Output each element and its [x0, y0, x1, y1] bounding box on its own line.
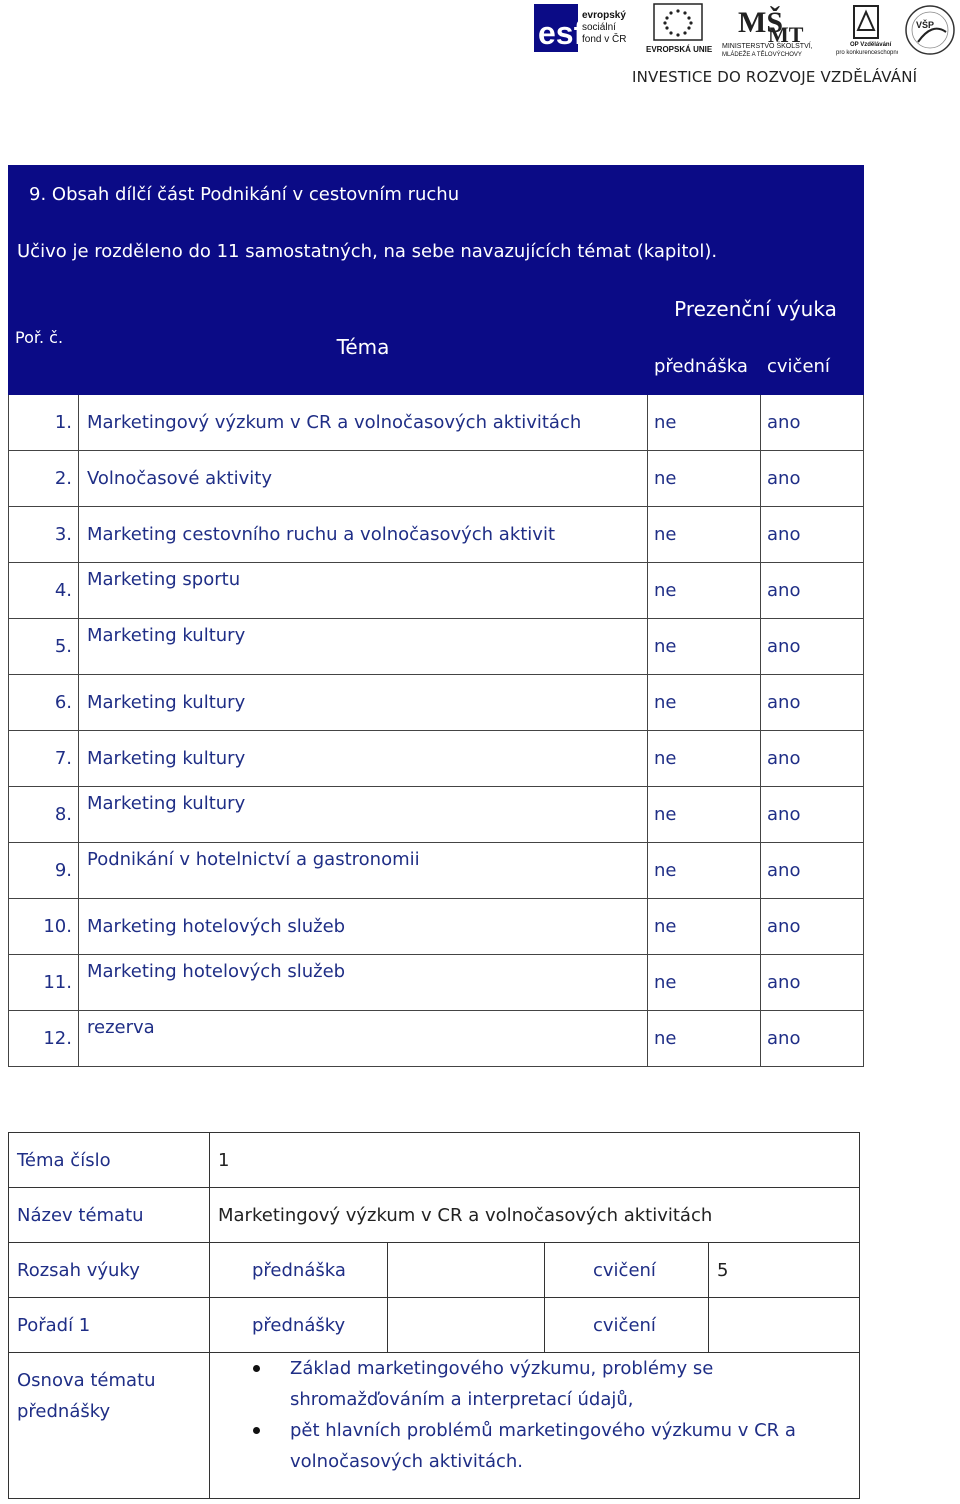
svg-text:esf: esf: [538, 15, 585, 51]
row-exercise: ano: [761, 451, 864, 507]
row-exercise: ano: [761, 955, 864, 1011]
col-header-exercise: cvičení: [761, 338, 864, 395]
op-logo: [834, 2, 898, 58]
row-number: 5.: [9, 619, 79, 675]
row-lecture: ne: [648, 1011, 761, 1067]
table-row: [9, 675, 864, 731]
svg-text:MLÁDEŽE A TĚLOVÝCHOVY: MLÁDEŽE A TĚLOVÝCHOVY: [722, 52, 802, 58]
svg-text:sociální: sociální: [582, 22, 616, 33]
row-number: 2.: [9, 451, 79, 507]
outline-list: [210, 1353, 859, 1477]
row-lecture: ne: [648, 675, 761, 731]
col-header-topic: Téma: [79, 281, 648, 395]
row-number: 11.: [9, 955, 79, 1011]
row-lecture: ne: [648, 619, 761, 675]
row-topic: Marketing hotelových služeb: [79, 955, 648, 1011]
row-exercise: ano: [761, 563, 864, 619]
topic-detail-table: [8, 1132, 860, 1499]
row-lecture: ne: [648, 507, 761, 563]
row-number: 7.: [9, 731, 79, 787]
row-exercise: ano: [761, 507, 864, 563]
intro-text: Učivo je rozděleno do 11 samostatných, na sebe navazujících témat (kapitol).: [9, 223, 864, 281]
topic-number-row: [9, 1133, 860, 1188]
row-number: 3.: [9, 507, 79, 563]
col-header-lecture: přednáška: [648, 338, 761, 395]
row-topic: Marketingový výzkum v CR a volnočasových aktivitách: [79, 395, 648, 451]
row-topic: Volnočasové aktivity: [79, 451, 648, 507]
table-row: [9, 563, 864, 619]
order-exercise-label: cvičení: [545, 1298, 709, 1353]
topic-name-row: [9, 1188, 860, 1243]
row-lecture: ne: [648, 563, 761, 619]
msmt-logo: [716, 2, 828, 58]
table-row: [9, 619, 864, 675]
svg-text:evropský: evropský: [582, 10, 626, 21]
table-row: [9, 451, 864, 507]
row-topic: Marketing sportu: [79, 563, 648, 619]
row-exercise: ano: [761, 899, 864, 955]
row-number: 8.: [9, 787, 79, 843]
row-topic: Marketing kultury: [79, 675, 648, 731]
order-lecture-label: přednášky: [210, 1298, 388, 1353]
svg-text:VŠP: VŠP: [916, 20, 935, 30]
section-title-row: [9, 166, 864, 223]
table-row: [9, 731, 864, 787]
svg-text:MT: MT: [768, 22, 804, 47]
header-row-1: [9, 281, 864, 338]
row-topic: Marketing kultury: [79, 787, 648, 843]
row-exercise: ano: [761, 843, 864, 899]
scope-row: [9, 1243, 860, 1298]
svg-text:OP Vzdělávání: OP Vzdělávání: [850, 42, 892, 48]
row-topic: Podnikání v hotelnictví a gastronomii: [79, 843, 648, 899]
scope-lecture-label: přednáška: [210, 1243, 388, 1298]
row-number: 4.: [9, 563, 79, 619]
table-row: [9, 843, 864, 899]
topic-number-label: Téma číslo: [9, 1133, 210, 1188]
col-header-num: Poř. č.: [9, 281, 79, 395]
table-row: [9, 955, 864, 1011]
row-exercise: ano: [761, 619, 864, 675]
intro-row: [9, 223, 864, 281]
row-exercise: ano: [761, 787, 864, 843]
svg-text:MŠ: MŠ: [738, 6, 783, 39]
row-exercise: ano: [761, 1011, 864, 1067]
eu-logo: [644, 2, 712, 54]
row-exercise: ano: [761, 675, 864, 731]
svg-text:fond v ČR: fond v ČR: [582, 34, 627, 45]
order-lecture-value: [388, 1298, 545, 1353]
table-row: [9, 1011, 864, 1067]
scope-label: Rozsah výuky: [9, 1243, 210, 1298]
outline-label: Osnova tématu přednášky: [9, 1353, 210, 1499]
row-topic: rezerva: [79, 1011, 648, 1067]
row-lecture: ne: [648, 395, 761, 451]
topic-number-value: 1: [210, 1133, 860, 1188]
outline-item: pět hlavních problémů marketingového výzkumu v CR a volnočasových aktivitách.: [290, 1415, 799, 1477]
table-row: [9, 507, 864, 563]
row-topic: Marketing kultury: [79, 619, 648, 675]
order-label: Pořadí 1: [9, 1298, 210, 1353]
row-topic: Marketing cestovního ruchu a volnočasových aktivit: [79, 507, 648, 563]
svg-text:EVROPSKÁ UNIE: EVROPSKÁ UNIE: [646, 45, 712, 54]
row-topic: Marketing kultury: [79, 731, 648, 787]
table-row: [9, 395, 864, 451]
row-lecture: ne: [648, 731, 761, 787]
row-exercise: ano: [761, 395, 864, 451]
outline-row: [9, 1353, 860, 1499]
col-header-group: Prezenční výuka: [648, 281, 864, 338]
svg-text:pro konkurenceschopnost: pro konkurenceschopnost: [836, 50, 898, 56]
scope-exercise-label: cvičení: [545, 1243, 709, 1298]
row-lecture: ne: [648, 955, 761, 1011]
investice-tagline: INVESTICE DO ROZVOJE VZDĚLÁVÁNÍ: [632, 68, 918, 86]
row-lecture: ne: [648, 899, 761, 955]
outline-item: Základ marketingového výzkumu, problémy se shromažďováním a interpretací údajů,: [290, 1353, 799, 1415]
order-row: [9, 1298, 860, 1353]
topic-name-value: Marketingový výzkum v CR a volnočasových aktivitách: [210, 1188, 860, 1243]
row-exercise: ano: [761, 731, 864, 787]
row-number: 1.: [9, 395, 79, 451]
row-number: 12.: [9, 1011, 79, 1067]
svg-text:MINISTERSTVO ŠKOLSTVÍ,: MINISTERSTVO ŠKOLSTVÍ,: [722, 43, 813, 50]
table-row: [9, 899, 864, 955]
outline-cell: [210, 1353, 860, 1499]
table-row: [9, 787, 864, 843]
row-lecture: ne: [648, 843, 761, 899]
vsp-logo: [904, 2, 956, 58]
row-number: 9.: [9, 843, 79, 899]
order-exercise-value: [709, 1298, 860, 1353]
row-number: 6.: [9, 675, 79, 731]
section-title: 9. Obsah dílčí část Podnikání v cestovním ruchu: [9, 166, 864, 223]
scope-lecture-value: [388, 1243, 545, 1298]
esf-logo: [534, 2, 642, 54]
row-lecture: ne: [648, 451, 761, 507]
row-number: 10.: [9, 899, 79, 955]
scope-exercise-value: 5: [709, 1243, 860, 1298]
row-topic: Marketing hotelových služeb: [79, 899, 648, 955]
topics-table: [8, 165, 864, 1067]
topic-name-label: Název tématu: [9, 1188, 210, 1243]
row-lecture: ne: [648, 787, 761, 843]
